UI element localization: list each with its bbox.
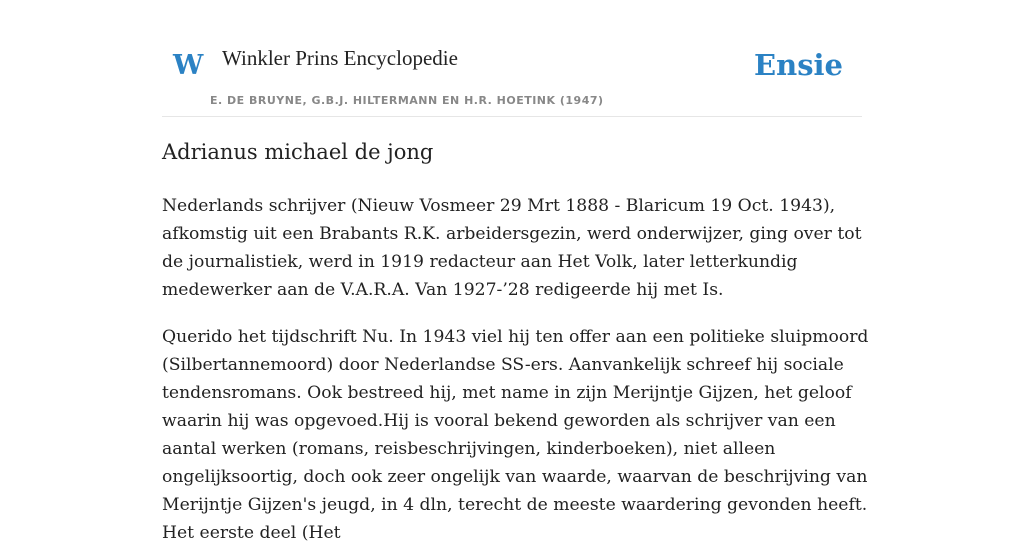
article-paragraph-1: Nederlands schrijver (Nieuw Vosmeer 29 Mrt 1888 - Blaricum 19 Oct. 1943), afkomstig uit een Brabants R.K. arbeidersgezin, werd onderwijzer, ging over tot de journalistiek, werd in 1919 redacteur aan Het Volk, later letterkundig medewerker aan de V.A.R.A. Van 1927-’28 redigeerde hij met Is. xyxy=(162,196,862,300)
source-logo-icon[interactable]: W xyxy=(173,50,204,81)
ensie-brand-logo[interactable]: Ensie xyxy=(754,48,843,82)
article-title: Adrianus michael de jong xyxy=(162,140,434,164)
page-container xyxy=(162,0,869,543)
source-header xyxy=(162,0,862,117)
source-authors: E. DE BRUYNE, G.B.J. HILTERMANN EN H.R. HOETINK (1947) xyxy=(210,94,604,107)
article-paragraph-2: Querido het tijdschrift Nu. In 1943 viel hij ten offer aan een politieke sluipmoord (Silbertannemoord) door Nederlandse SS-ers. Aanvankelijk schreef hij sociale tendensromans. Ook bestreed hij, met name in zijn Merijntje Gijzen, het geloof waarin hij was opgevoed.Hij is vooral bekend geworden als schrijver van een aantal werken (romans, reisbeschrijvingen, kinderboeken), niet alleen ongelijksoortig, doch ook zeer ongelijk van waarde, waarvan de beschrijving van Merijntje Gijzen's jeugd, in 4 dln, terecht de meeste waardering gevonden heeft. Het eerste deel (Het xyxy=(162,327,869,543)
source-title-link[interactable]: Winkler Prins Encyclopedie xyxy=(222,46,458,70)
